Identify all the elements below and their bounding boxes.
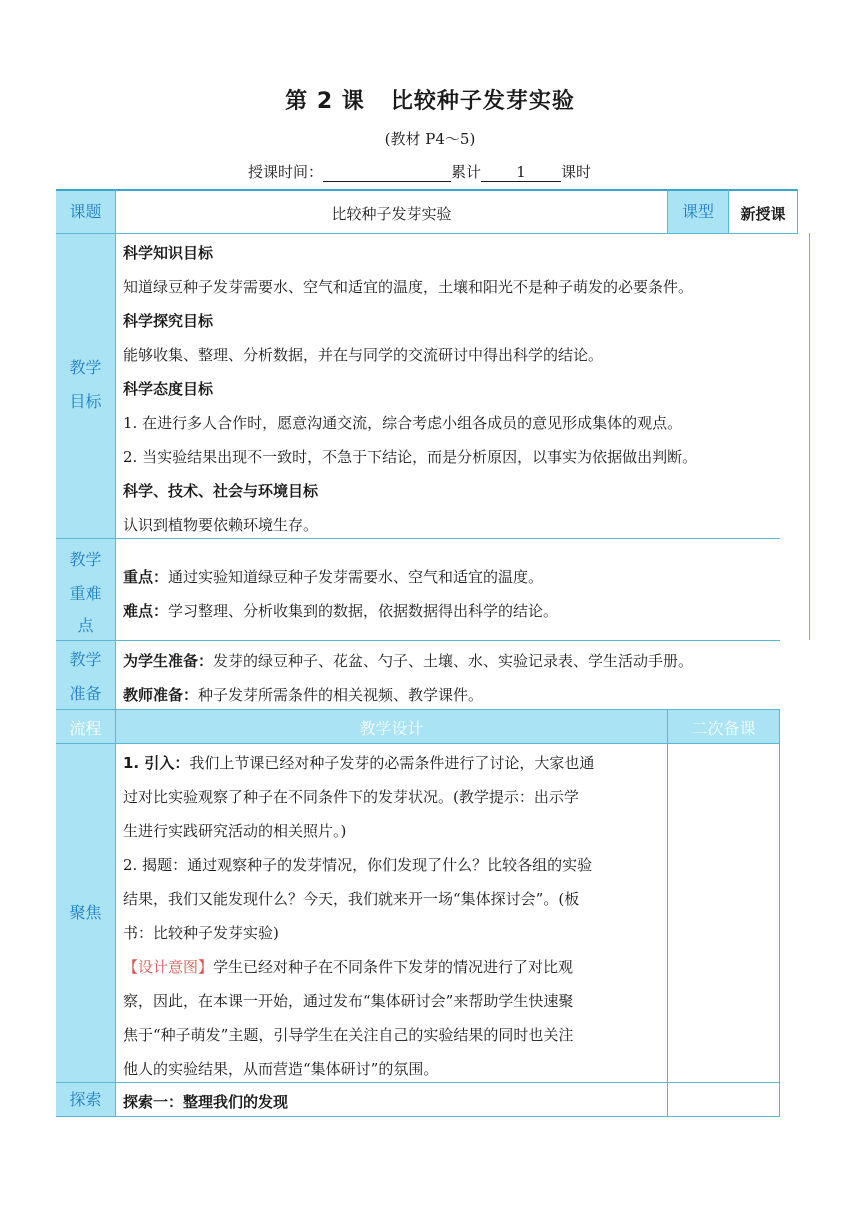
focus-line: 焦于“种子萌发”主题，引导学生在关注自己的实验结果的同时也关注 <box>123 1026 574 1044</box>
design-intent-text: 学生已经对种子在不同条件下发芽的情况进行了对比观 <box>213 958 574 976</box>
teacher-prep <box>123 684 483 705</box>
prep-label-2: 准备 <box>69 684 102 703</box>
total-label: 累计 <box>451 163 482 181</box>
topic-value: 比较种子发芽实验 <box>331 205 452 223</box>
teacher-prep-label: 教师准备： <box>123 686 199 704</box>
focus-line: 过对比实验观察了种子在不同条件下的发芽状况。(教学提示：出示学 <box>123 788 579 806</box>
prep-label-1: 教学 <box>69 650 102 669</box>
focus-line: 书：比较种子发芽实验) <box>123 924 279 942</box>
intro-label: 1. 引入： <box>123 754 190 772</box>
table-column-rule <box>809 233 810 539</box>
difficult-point-text: 学习整理、分析收集到的数据，依据数据得出科学的结论。 <box>168 602 559 620</box>
type-label: 课型 <box>681 202 714 221</box>
goal-heading-stse: 科学、技术、社会与环境目标 <box>123 482 319 500</box>
focus-line: 他人的实验结果，从而营造“集体研讨”的氛围。 <box>123 1060 439 1078</box>
student-prep-label: 为学生准备： <box>123 652 214 670</box>
focus-label: 聚焦 <box>69 903 102 922</box>
teacher-prep-text: 种子发芽所需条件的相关视频、教学课件。 <box>198 686 484 704</box>
focus-line: 2. 揭题：通过观察种子的发芽情况，你们发现了什么？比较各组的实验 <box>123 856 593 874</box>
goal-heading-attitude: 科学态度目标 <box>123 380 214 398</box>
time-blank <box>323 164 451 182</box>
focus-line: 察，因此，在本课一开始，通过发布“集体研讨会”来帮助学生快速聚 <box>123 992 574 1010</box>
explore-label: 探索 <box>69 1090 102 1109</box>
goals-label-1: 教学 <box>69 358 102 377</box>
topic-label: 课题 <box>69 202 102 221</box>
goals-label-2: 目标 <box>69 392 102 411</box>
goal-heading-inquiry: 科学探究目标 <box>123 312 214 330</box>
student-prep-text: 发芽的绿豆种子、花盆、勺子、土壤、水、实验记录表、学生活动手册。 <box>213 652 694 670</box>
table-top-border <box>56 189 798 191</box>
table-column-rule <box>667 709 668 1117</box>
explore-text: 探索一：整理我们的发现 <box>123 1093 289 1111</box>
design-column-header: 教学设计 <box>359 719 424 738</box>
table-rule <box>56 233 798 234</box>
goal-text-inquiry: 能够收集、整理、分析数据，并在与同学的交流研讨中得出科学的结论。 <box>123 346 604 364</box>
table-column-rule <box>809 538 810 640</box>
focus-intro-line <box>123 752 594 773</box>
revision-column-header: 二次备课 <box>691 719 756 738</box>
hours-unit: 课时 <box>561 163 592 181</box>
student-prep <box>123 650 693 671</box>
focus-line: 生进行实践研究活动的相关照片。) <box>123 822 347 840</box>
lesson-title: 比较种子发芽实验 <box>390 89 575 114</box>
key-point <box>123 566 543 587</box>
key-label-2: 重难 <box>69 584 102 603</box>
lesson-number: 第 2 课 <box>285 89 365 114</box>
key-point-label: 重点： <box>123 568 169 586</box>
type-value: 新授课 <box>740 205 786 223</box>
design-intent-label: 【设计意图】 <box>123 958 214 976</box>
design-intent-line <box>123 956 573 977</box>
difficult-point-label: 难点： <box>123 602 169 620</box>
table-column-rule <box>115 190 116 1117</box>
focus-line: 结果，我们又能发现什么？今天，我们就来开一场“集体探讨会”。(板 <box>123 890 580 908</box>
key-label-1: 教学 <box>69 550 102 569</box>
goal-text-stse: 认识到植物要依赖环境生存。 <box>123 516 319 534</box>
table-rule <box>56 743 780 744</box>
table-rule <box>56 538 780 539</box>
hours-value: 1 <box>481 164 561 182</box>
key-point-text: 通过实验知道绿豆种子发芽需要水、空气和适宜的温度。 <box>168 568 544 586</box>
textbook-reference: (教材 P4～5) <box>384 130 476 148</box>
time-label: 授课时间： <box>248 163 324 181</box>
intro-text: 我们上节课已经对种子发芽的必需条件进行了讨论，大家也通 <box>189 754 595 772</box>
goal-heading-knowledge: 科学知识目标 <box>123 244 214 262</box>
lesson-time-line <box>248 161 591 182</box>
goal-text-attitude-1: 1. 在进行多人合作时，愿意沟通交流，综合考虑小组各成员的意见形成集体的观点。 <box>123 414 683 432</box>
table-column-rule <box>779 709 780 1117</box>
table-column-rule <box>797 190 798 233</box>
difficult-point <box>123 600 558 621</box>
table-rule <box>56 709 780 710</box>
page-title <box>0 84 860 115</box>
key-label-3: 点 <box>77 616 94 635</box>
process-column-header: 流程 <box>69 719 102 738</box>
table-bottom-border <box>56 1116 780 1117</box>
table-rule <box>56 640 780 641</box>
table-rule <box>56 1082 780 1083</box>
goal-text-attitude-2: 2. 当实验结果出现不一致时，不急于下结论，而是分析原因，以事实为依据做出判断。 <box>123 448 698 466</box>
goal-text-knowledge: 知道绿豆种子发芽需要水、空气和适宜的温度，土壤和阳光不是种子萌发的必要条件。 <box>123 278 694 296</box>
